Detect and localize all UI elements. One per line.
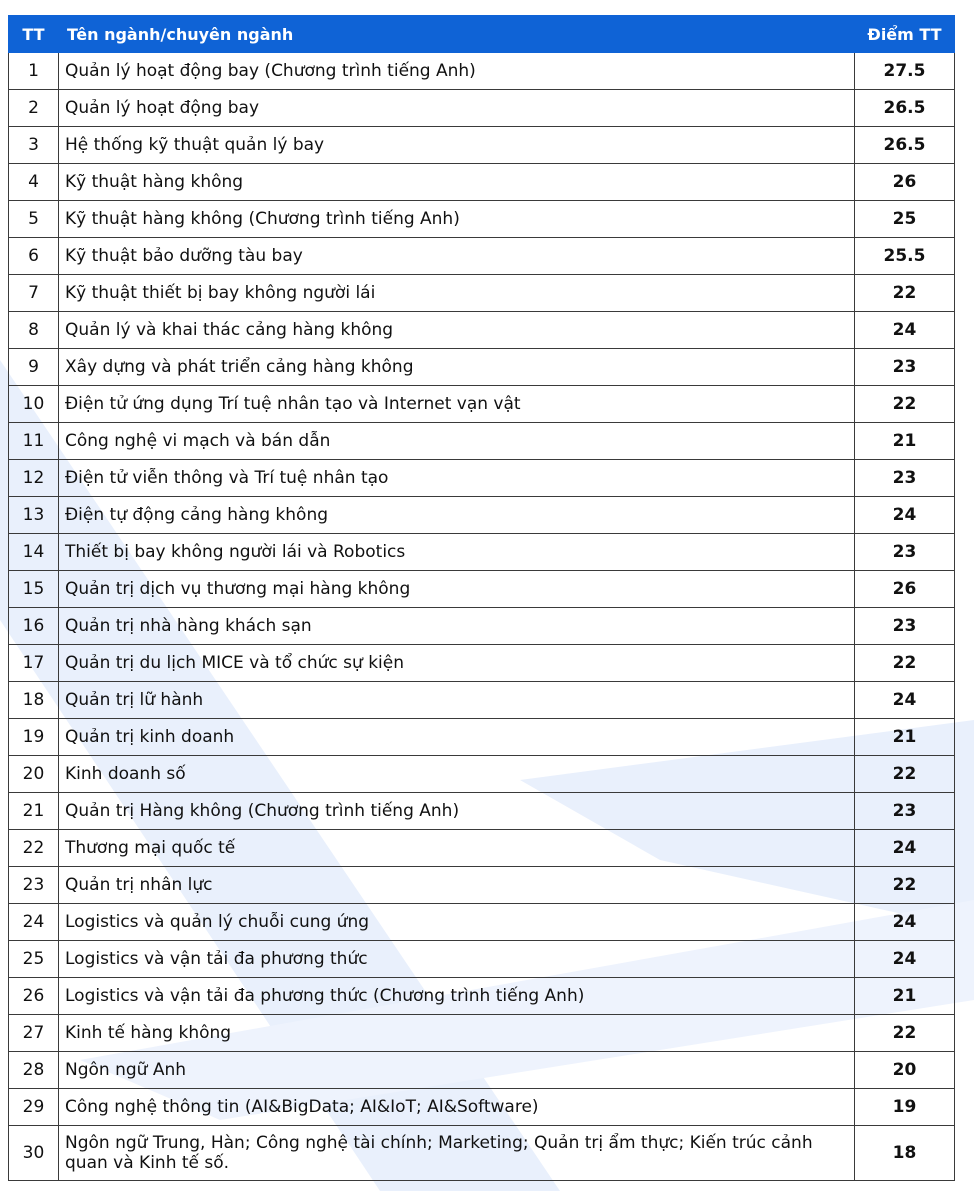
- major-name: Quản trị kinh doanh: [59, 719, 855, 756]
- row-number: 25: [9, 941, 59, 978]
- major-name: Quản lý hoạt động bay (Chương trình tiếng Anh): [59, 53, 855, 90]
- row-number: 30: [9, 1126, 59, 1181]
- major-name: Thiết bị bay không người lái và Robotics: [59, 534, 855, 571]
- table-body: [9, 53, 955, 1181]
- row-number: 12: [9, 460, 59, 497]
- major-name: Kinh tế hàng không: [59, 1015, 855, 1052]
- major-name: Quản trị nhà hàng khách sạn: [59, 608, 855, 645]
- table-row: [9, 978, 955, 1015]
- benchmark-score: 23: [855, 534, 955, 571]
- benchmark-score: 27.5: [855, 53, 955, 90]
- row-number: 17: [9, 645, 59, 682]
- benchmark-score: 21: [855, 719, 955, 756]
- table-row: [9, 423, 955, 460]
- row-number: 15: [9, 571, 59, 608]
- row-number: 27: [9, 1015, 59, 1052]
- major-name: Quản trị dịch vụ thương mại hàng không: [59, 571, 855, 608]
- table-row: [9, 756, 955, 793]
- row-number: 20: [9, 756, 59, 793]
- major-name: Quản trị du lịch MICE và tổ chức sự kiện: [59, 645, 855, 682]
- benchmark-score: 25: [855, 201, 955, 238]
- table-row: [9, 571, 955, 608]
- row-number: 18: [9, 682, 59, 719]
- benchmark-score: 25.5: [855, 238, 955, 275]
- table-row: [9, 682, 955, 719]
- benchmark-score: 22: [855, 756, 955, 793]
- table-row: [9, 497, 955, 534]
- row-number: 5: [9, 201, 59, 238]
- table-row: [9, 460, 955, 497]
- table-header-row: [9, 16, 955, 53]
- table-row: [9, 386, 955, 423]
- major-name: Quản lý và khai thác cảng hàng không: [59, 312, 855, 349]
- benchmark-score: 24: [855, 904, 955, 941]
- row-number: 14: [9, 534, 59, 571]
- table-row: [9, 645, 955, 682]
- major-name: Thương mại quốc tế: [59, 830, 855, 867]
- header-name: Tên ngành/chuyên ngành: [59, 16, 855, 53]
- table-row: [9, 719, 955, 756]
- major-name: Điện tử ứng dụng Trí tuệ nhân tạo và Internet vạn vật: [59, 386, 855, 423]
- major-name: Điện tự động cảng hàng không: [59, 497, 855, 534]
- table-row: [9, 941, 955, 978]
- header-tt: TT: [9, 16, 59, 53]
- table-row: [9, 867, 955, 904]
- benchmark-score: 22: [855, 1015, 955, 1052]
- benchmark-score: 18: [855, 1126, 955, 1181]
- row-number: 19: [9, 719, 59, 756]
- row-number: 28: [9, 1052, 59, 1089]
- row-number: 21: [9, 793, 59, 830]
- benchmark-score: 23: [855, 793, 955, 830]
- major-name: Kỹ thuật thiết bị bay không người lái: [59, 275, 855, 312]
- major-name: Quản trị lữ hành: [59, 682, 855, 719]
- row-number: 10: [9, 386, 59, 423]
- row-number: 29: [9, 1089, 59, 1126]
- row-number: 2: [9, 90, 59, 127]
- row-number: 8: [9, 312, 59, 349]
- major-name: Kỹ thuật hàng không: [59, 164, 855, 201]
- major-name: Kỹ thuật bảo dưỡng tàu bay: [59, 238, 855, 275]
- table-row: [9, 275, 955, 312]
- major-name: Công nghệ thông tin (AI&BigData; AI&IoT; AI&Software): [59, 1089, 855, 1126]
- major-name: Ngôn ngữ Trung, Hàn; Công nghệ tài chính; Marketing; Quản trị ẩm thực; Kiến trúc cảnh quan và Kinh tế số.: [59, 1126, 855, 1181]
- table-row: [9, 238, 955, 275]
- major-name: Kỹ thuật hàng không (Chương trình tiếng Anh): [59, 201, 855, 238]
- admission-score-table: [8, 15, 955, 1181]
- table-row: [9, 312, 955, 349]
- table-row: [9, 90, 955, 127]
- table-row: [9, 1052, 955, 1089]
- table-row: [9, 1089, 955, 1126]
- benchmark-score: 21: [855, 423, 955, 460]
- table-row: [9, 127, 955, 164]
- benchmark-score: 21: [855, 978, 955, 1015]
- row-number: 7: [9, 275, 59, 312]
- major-name: Ngôn ngữ Anh: [59, 1052, 855, 1089]
- table-row: [9, 349, 955, 386]
- row-number: 13: [9, 497, 59, 534]
- table-row: [9, 201, 955, 238]
- benchmark-score: 22: [855, 645, 955, 682]
- header-score: Điểm TT: [855, 16, 955, 53]
- major-name: Logistics và vận tải đa phương thức: [59, 941, 855, 978]
- benchmark-score: 26.5: [855, 127, 955, 164]
- row-number: 24: [9, 904, 59, 941]
- major-name: Logistics và vận tải đa phương thức (Chương trình tiếng Anh): [59, 978, 855, 1015]
- benchmark-score: 23: [855, 608, 955, 645]
- row-number: 9: [9, 349, 59, 386]
- row-number: 6: [9, 238, 59, 275]
- benchmark-score: 22: [855, 275, 955, 312]
- table-row: [9, 830, 955, 867]
- major-name: Quản trị nhân lực: [59, 867, 855, 904]
- benchmark-score: 23: [855, 460, 955, 497]
- major-name: Kinh doanh số: [59, 756, 855, 793]
- major-name: Xây dựng và phát triển cảng hàng không: [59, 349, 855, 386]
- major-name: Công nghệ vi mạch và bán dẫn: [59, 423, 855, 460]
- benchmark-score: 24: [855, 497, 955, 534]
- benchmark-score: 26.5: [855, 90, 955, 127]
- table-row: [9, 53, 955, 90]
- row-number: 16: [9, 608, 59, 645]
- benchmark-score: 24: [855, 682, 955, 719]
- row-number: 22: [9, 830, 59, 867]
- row-number: 3: [9, 127, 59, 164]
- major-name: Logistics và quản lý chuỗi cung ứng: [59, 904, 855, 941]
- table-row: [9, 534, 955, 571]
- table-row: [9, 1126, 955, 1181]
- benchmark-score: 20: [855, 1052, 955, 1089]
- major-name: Quản trị Hàng không (Chương trình tiếng Anh): [59, 793, 855, 830]
- benchmark-score: 19: [855, 1089, 955, 1126]
- row-number: 4: [9, 164, 59, 201]
- row-number: 26: [9, 978, 59, 1015]
- table-row: [9, 793, 955, 830]
- row-number: 1: [9, 53, 59, 90]
- major-name: Quản lý hoạt động bay: [59, 90, 855, 127]
- table-row: [9, 608, 955, 645]
- table-row: [9, 904, 955, 941]
- benchmark-score: 22: [855, 386, 955, 423]
- major-name: Điện tử viễn thông và Trí tuệ nhân tạo: [59, 460, 855, 497]
- benchmark-score: 26: [855, 164, 955, 201]
- benchmark-score: 23: [855, 349, 955, 386]
- table-row: [9, 1015, 955, 1052]
- benchmark-score: 26: [855, 571, 955, 608]
- major-name: Hệ thống kỹ thuật quản lý bay: [59, 127, 855, 164]
- benchmark-score: 22: [855, 867, 955, 904]
- row-number: 23: [9, 867, 59, 904]
- benchmark-score: 24: [855, 941, 955, 978]
- benchmark-score: 24: [855, 830, 955, 867]
- table-row: [9, 164, 955, 201]
- benchmark-score: 24: [855, 312, 955, 349]
- row-number: 11: [9, 423, 59, 460]
